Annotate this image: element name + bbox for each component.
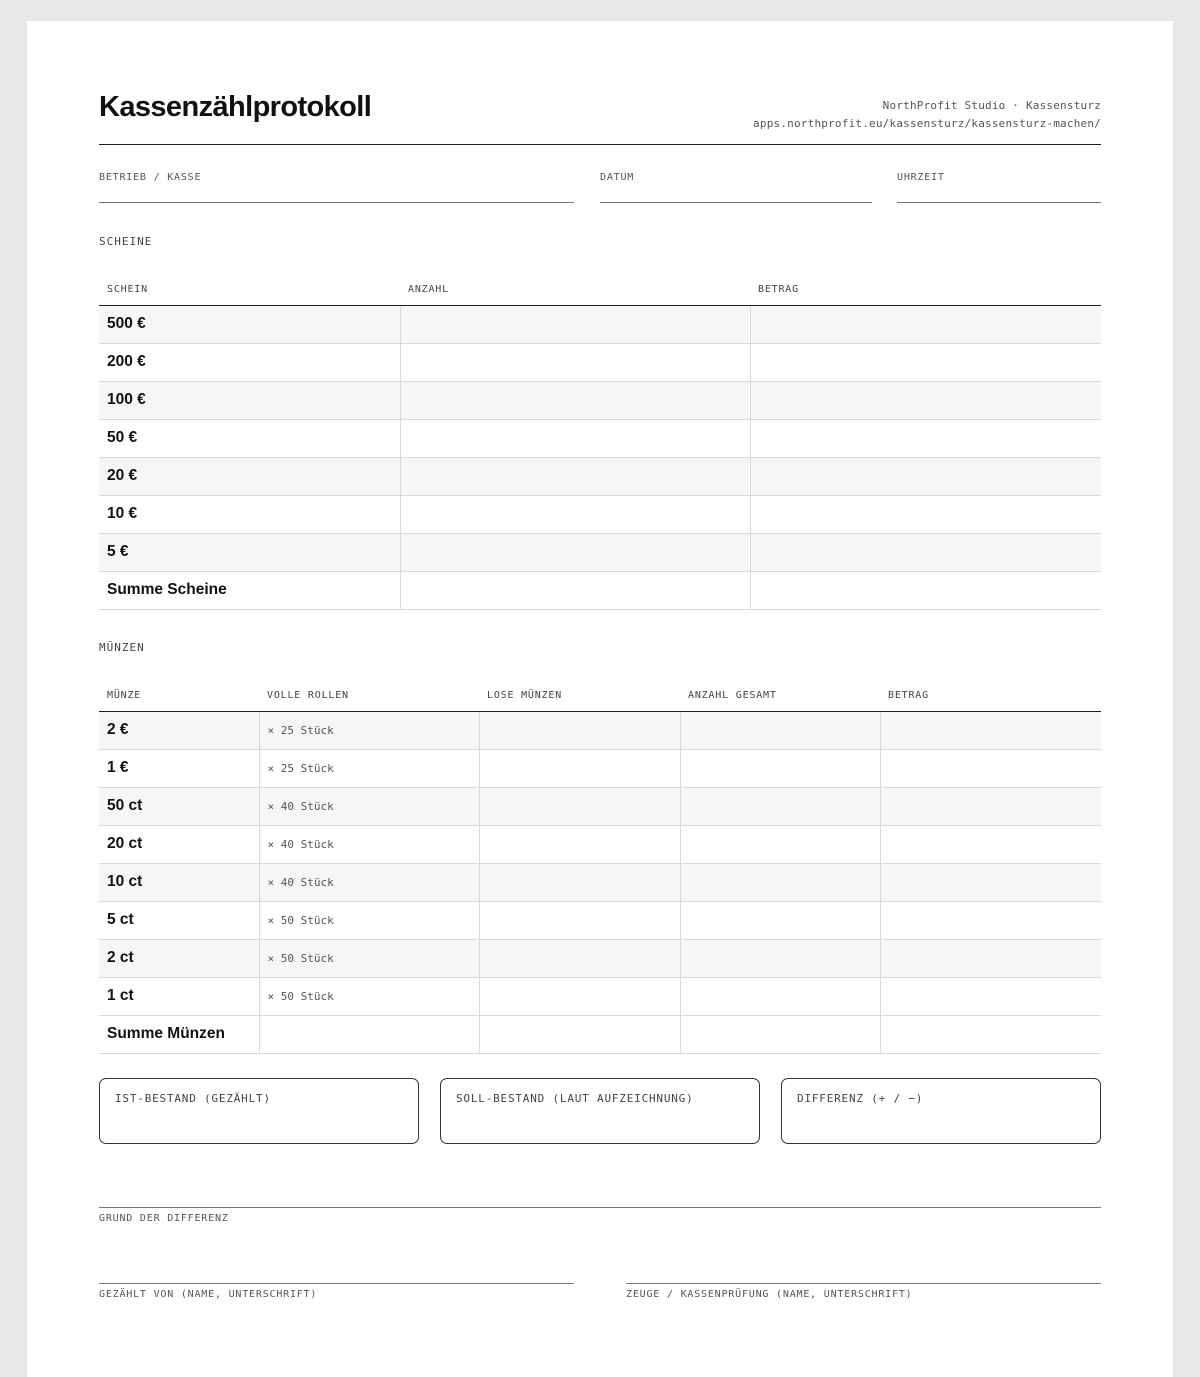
- loose-cell[interactable]: [479, 711, 680, 749]
- table-row: [99, 305, 1101, 343]
- zeuge-label: ZEUGE / KASSENPRÜFUNG (NAME, UNTERSCHRIFT): [626, 1289, 913, 1300]
- section-label-scheine: SCHEINE: [99, 235, 153, 248]
- amount-cell[interactable]: [880, 749, 1101, 787]
- coin-label: 2 ct: [99, 939, 259, 977]
- muenzen-header-row: [99, 673, 1101, 711]
- col-header-volle-rollen: VOLLE ROLLEN: [259, 673, 479, 711]
- sum-label: Summe Scheine: [99, 571, 400, 609]
- roll-cell[interactable]: × 50 Stück: [259, 939, 479, 977]
- table-row: [99, 825, 1101, 863]
- coin-label: 1 €: [99, 749, 259, 787]
- roll-cell[interactable]: × 25 Stück: [259, 711, 479, 749]
- sum-amount-cell[interactable]: [750, 571, 1101, 609]
- total-count-cell[interactable]: [680, 825, 880, 863]
- header-meta-studio: NorthProfit Studio · Kassensturz: [882, 99, 1101, 112]
- denomination-label: 5 €: [99, 533, 400, 571]
- scheine-table: [99, 267, 1101, 610]
- denomination-label: 100 €: [99, 381, 400, 419]
- loose-cell[interactable]: [479, 863, 680, 901]
- col-header-schein: SCHEIN: [99, 267, 400, 305]
- table-row: [99, 457, 1101, 495]
- soll-bestand-label: SOLL-BESTAND (LAUT AUFZEICHNUNG): [456, 1092, 694, 1105]
- soll-bestand-box[interactable]: [440, 1078, 760, 1144]
- sum-total-count-cell[interactable]: [680, 1015, 880, 1053]
- table-row: [99, 533, 1101, 571]
- amount-cell[interactable]: [750, 419, 1101, 457]
- coin-label: 50 ct: [99, 787, 259, 825]
- gezaehlt-von-label: GEZÄHLT VON (NAME, UNTERSCHRIFT): [99, 1289, 318, 1300]
- total-count-cell[interactable]: [680, 749, 880, 787]
- sum-row-muenzen: [99, 1015, 1101, 1053]
- grund-label: GRUND DER DIFFERENZ: [99, 1213, 229, 1224]
- roll-cell[interactable]: × 50 Stück: [259, 977, 479, 1015]
- denomination-label: 500 €: [99, 305, 400, 343]
- count-cell[interactable]: [400, 381, 750, 419]
- col-header-anzahl: ANZAHL: [400, 267, 750, 305]
- coin-label: 5 ct: [99, 901, 259, 939]
- loose-cell[interactable]: [479, 939, 680, 977]
- ist-bestand-label: IST-BESTAND (GEZÄHLT): [115, 1092, 271, 1105]
- protocol-sheet: [27, 21, 1173, 1377]
- count-cell[interactable]: [400, 305, 750, 343]
- amount-cell[interactable]: [750, 381, 1101, 419]
- scheine-header-row: [99, 267, 1101, 305]
- col-header-betrag: BETRAG: [880, 673, 1101, 711]
- amount-cell[interactable]: [880, 901, 1101, 939]
- loose-cell[interactable]: [479, 749, 680, 787]
- section-label-muenzen: MÜNZEN: [99, 641, 145, 654]
- coin-label: 10 ct: [99, 863, 259, 901]
- amount-cell[interactable]: [880, 825, 1101, 863]
- differenz-label: DIFFERENZ (+ / −): [797, 1092, 924, 1105]
- field-line-uhrzeit[interactable]: [897, 202, 1101, 203]
- count-cell[interactable]: [400, 495, 750, 533]
- coin-label: 2 €: [99, 711, 259, 749]
- page-title: Kassenzählprotokoll: [99, 91, 372, 123]
- table-row: [99, 381, 1101, 419]
- amount-cell[interactable]: [880, 787, 1101, 825]
- count-cell[interactable]: [400, 343, 750, 381]
- amount-cell[interactable]: [880, 863, 1101, 901]
- amount-cell[interactable]: [880, 977, 1101, 1015]
- amount-cell[interactable]: [750, 533, 1101, 571]
- count-cell[interactable]: [400, 419, 750, 457]
- total-count-cell[interactable]: [680, 863, 880, 901]
- table-row: [99, 939, 1101, 977]
- total-count-cell[interactable]: [680, 787, 880, 825]
- total-count-cell[interactable]: [680, 711, 880, 749]
- roll-cell[interactable]: × 40 Stück: [259, 863, 479, 901]
- roll-cell[interactable]: × 25 Stück: [259, 749, 479, 787]
- roll-cell[interactable]: × 40 Stück: [259, 787, 479, 825]
- sum-row-scheine: [99, 571, 1101, 609]
- field-line-betrieb[interactable]: [99, 202, 574, 203]
- sum-roll-cell[interactable]: [259, 1015, 479, 1053]
- table-row: [99, 749, 1101, 787]
- field-label-datum: DATUM: [600, 172, 635, 183]
- table-row: [99, 863, 1101, 901]
- loose-cell[interactable]: [479, 901, 680, 939]
- sum-count-cell[interactable]: [400, 571, 750, 609]
- table-row: [99, 495, 1101, 533]
- col-header-anzahl-gesamt: ANZAHL GESAMT: [680, 673, 880, 711]
- header-meta-url: apps.northprofit.eu/kassensturz/kassensturz-machen/: [753, 117, 1101, 130]
- col-header-muenze: MÜNZE: [99, 673, 259, 711]
- loose-cell[interactable]: [479, 787, 680, 825]
- differenz-box[interactable]: [781, 1078, 1101, 1144]
- loose-cell[interactable]: [479, 825, 680, 863]
- coin-label: 1 ct: [99, 977, 259, 1015]
- sum-label: Summe Münzen: [99, 1015, 259, 1053]
- total-count-cell[interactable]: [680, 901, 880, 939]
- ist-bestand-box[interactable]: [99, 1078, 419, 1144]
- roll-cell[interactable]: × 40 Stück: [259, 825, 479, 863]
- table-row: [99, 343, 1101, 381]
- amount-cell[interactable]: [750, 305, 1101, 343]
- table-row: [99, 787, 1101, 825]
- col-header-betrag: BETRAG: [750, 267, 1101, 305]
- table-row: [99, 977, 1101, 1015]
- coin-label: 20 ct: [99, 825, 259, 863]
- count-cell[interactable]: [400, 533, 750, 571]
- denomination-label: 200 €: [99, 343, 400, 381]
- amount-cell[interactable]: [750, 457, 1101, 495]
- field-label-uhrzeit: UHRZEIT: [897, 172, 945, 183]
- count-cell[interactable]: [400, 457, 750, 495]
- total-count-cell[interactable]: [680, 977, 880, 1015]
- denomination-label: 50 €: [99, 419, 400, 457]
- zeuge-line[interactable]: [626, 1283, 1101, 1284]
- table-row: [99, 419, 1101, 457]
- denomination-label: 20 €: [99, 457, 400, 495]
- loose-cell[interactable]: [479, 977, 680, 1015]
- amount-cell[interactable]: [750, 343, 1101, 381]
- amount-cell[interactable]: [880, 711, 1101, 749]
- col-header-lose-muenzen: LOSE MÜNZEN: [479, 673, 680, 711]
- field-label-betrieb: BETRIEB / KASSE: [99, 172, 202, 183]
- total-count-cell[interactable]: [680, 939, 880, 977]
- amount-cell[interactable]: [880, 939, 1101, 977]
- header-rule: [99, 144, 1101, 145]
- table-row: [99, 711, 1101, 749]
- sum-loose-cell[interactable]: [479, 1015, 680, 1053]
- grund-line[interactable]: [99, 1207, 1101, 1208]
- table-row: [99, 901, 1101, 939]
- sum-amount-cell[interactable]: [880, 1015, 1101, 1053]
- roll-cell[interactable]: × 50 Stück: [259, 901, 479, 939]
- field-line-datum[interactable]: [600, 202, 872, 203]
- muenzen-table: [99, 673, 1101, 1054]
- denomination-label: 10 €: [99, 495, 400, 533]
- amount-cell[interactable]: [750, 495, 1101, 533]
- gezaehlt-von-line[interactable]: [99, 1283, 574, 1284]
